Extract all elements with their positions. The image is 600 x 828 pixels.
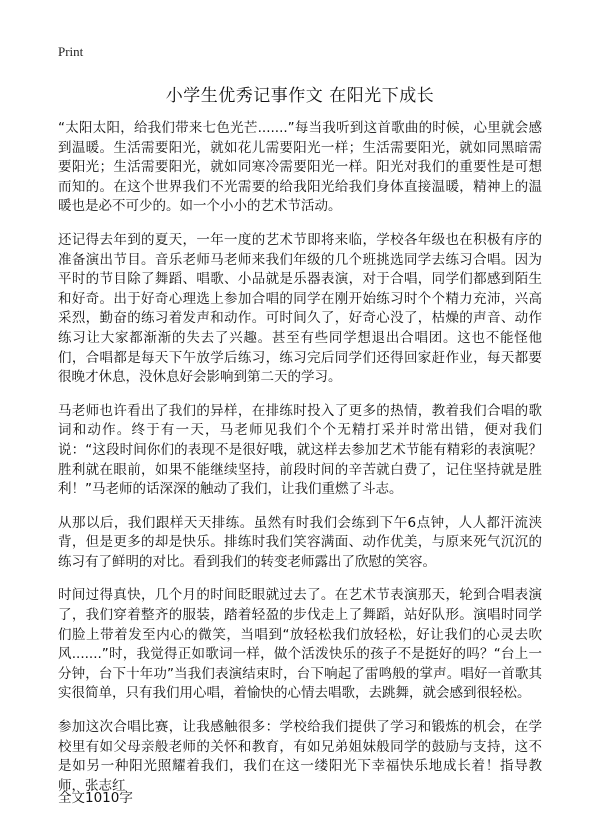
word-count: 全文1010字	[58, 790, 133, 806]
article-paragraph: 还记得去年到的夏天，一年一度的艺术节即将来临，学校各年级也在积极有序的准备演出节目。音乐老师马老师来我们年级的几个班挑选同学去练习合唱。因为平时的节目除了舞蹈、唱歌、小品就是乐器表演，对于合唱，同学们都感到陌生和好奇。出于好奇心理选上参加合唱的同学在刚开始练习时个个精力充沛，兴高采烈，勤奋的练习着发声和动作。可时间久了，好奇心没了，枯燥的声音、动作练习让大家都渐渐的失去了兴趣。甚至有些同学想退出合唱团。这也不能怪他们，合唱都是每天下午放学后练习，练习完后同学们还得回家赶作业，每天都要很晚才休息，没休息好会影响到第二天的学习。	[58, 231, 542, 386]
article-title: 小学生优秀记事作文 在阳光下成长	[165, 86, 435, 106]
article-body	[58, 119, 542, 810]
article-paragraph: 从那以后，我们跟样天天排练。虽然有时我们会练到下午6点钟，人人都汗流浃背，但是更多的却是快乐。排练时我们笑容满面、动作优美，与原来死气沉沉的练习有了鲜明的对比。看到我们的转变老师露出了欣慰的笑容。	[58, 514, 542, 570]
article-paragraph: 参加这次合唱比赛，让我感触很多：学校给我们提供了学习和锻炼的机会，在学校里有如父母亲般老师的关怀和教育，有如兄弟姐妹般同学的鼓励与支持，这不是如另一种阳光照耀着我们，我们在这一缕阳光下幸福快乐地成长着！指导教师，张志红	[58, 719, 542, 794]
article-paragraph: 时间过得真快，几个月的时间眨眼就过去了。在艺术节表演那天，轮到合唱表演了，我们穿着整齐的服装，踏着轻盈的步伐走上了舞蹈，站好队形。演唱时同学们脸上带着发至内心的微笑，当唱到“放轻松我们放轻松，好让我们的心灵去吹风.......”时，我觉得正如歌词一样，做个活泼快乐的孩子不是挺好的吗？“台上一分钟，台下十年功”当我们表演结束时，台下响起了雷鸣般的掌声。唱好一首歌其实很简单，只有我们用心唱，着愉快的心情去唱歌，去跳舞，就会感到很轻松。	[58, 587, 542, 702]
print-link[interactable]: Print	[58, 44, 84, 59]
article-paragraph: 马老师也许看出了我们的异样，在排练时投入了更多的热情，教着我们合唱的歌词和动作。终于有一天，马老师见我们个个无精打采并时常出错，便对我们说：“这段时间你们的表现不是很好哦，就这样去参加艺术节能有精彩的表演呢？胜利就在眼前，如果不能继续坚持，前段时间的辛苦就白费了，记住坚持就是胜利！”马老师的话深深的触动了我们，让我们重燃了斗志。	[58, 402, 542, 498]
article-paragraph: “太阳太阳，给我们带来七色光芒.......”每当我听到这首歌曲的时候，心里就会感到温暖。生活需要阳光，就如花儿需要阳光一样；生活需要阳光，就如同黑暗需要阳光；生活需要阳光，就如同寒冷需要阳光一样。阳光对我们的重要性是可想而知的。在这个世界我们不光需要的给我阳光给我们身体直接温暖，精神上的温暖也是必不可少的。如一个小小的艺术节活动。	[58, 120, 542, 215]
